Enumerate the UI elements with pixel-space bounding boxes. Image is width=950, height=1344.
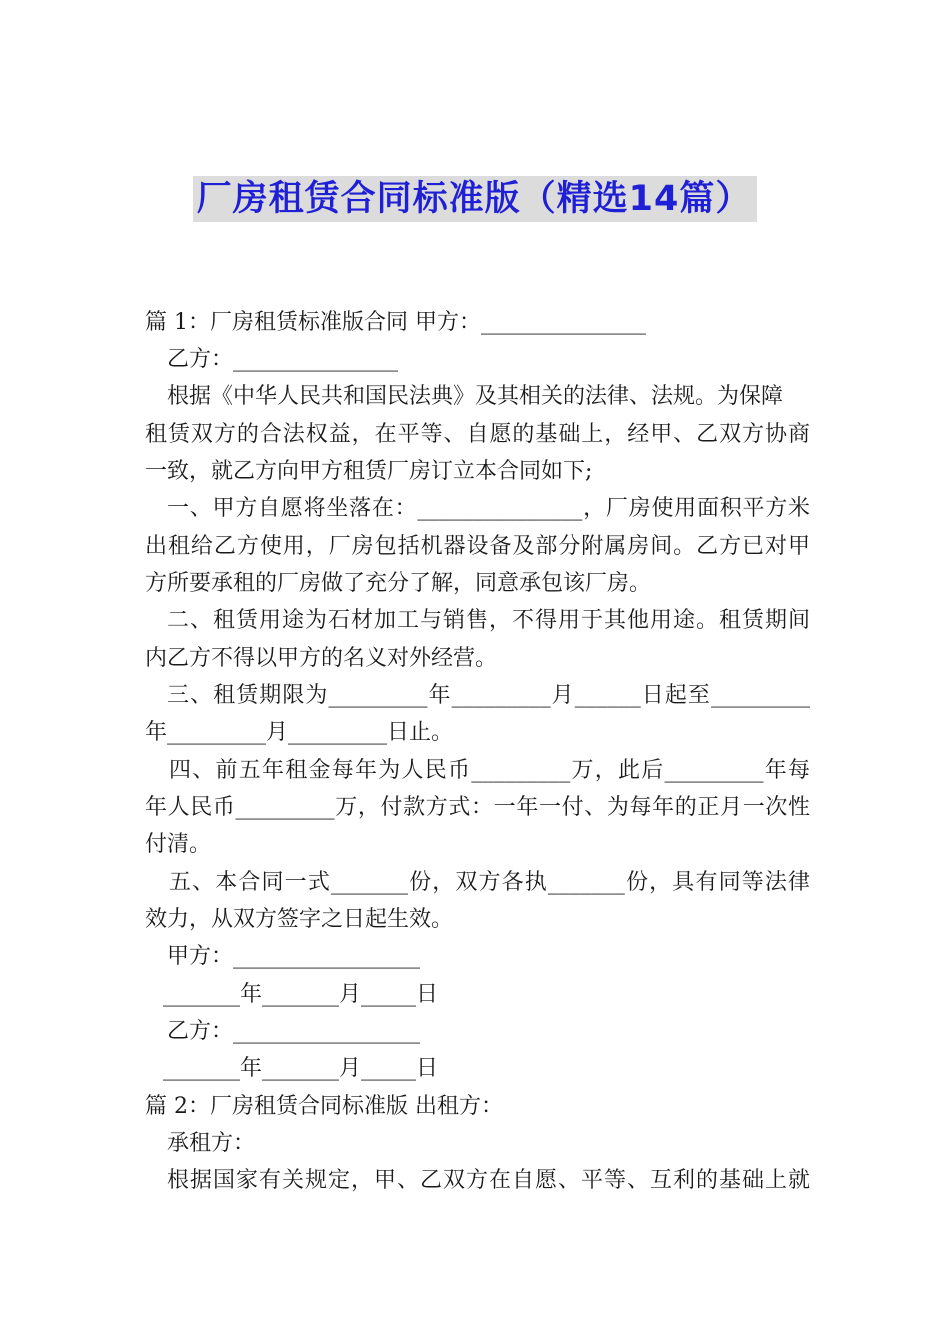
clause-4-line: 付清。	[145, 832, 212, 857]
clause-2-line: 内乙方不得以甲方的名义对外经营。	[145, 646, 498, 671]
clause-3-line: 年_________月_________日止。	[145, 720, 454, 745]
clause-1-line: 一、甲方自愿将坐落在：_______________，厂房使用面积平方米	[167, 496, 810, 521]
section-heading-1: 篇 1：厂房租赁标准版合同 甲方：_______________	[145, 310, 646, 335]
paragraph-line: 根据《中华人民共和国民法典》及其相关的法律、法规。为保障	[167, 384, 784, 409]
clause-2-line: 二、租赁用途为石材加工与销售，不得用于其他用途。租赁期间	[167, 608, 810, 633]
clause-1-line: 方所要承租的厂房做了充分了解，同意承包该厂房。	[145, 571, 652, 596]
signature-date-a: _______年_______月_____日	[163, 982, 439, 1007]
clause-4-line: 四、前五年租金每年为人民币_________万，此后_________年每	[169, 758, 810, 783]
paragraph-line: 租赁双方的合法权益，在平等、自愿的基础上，经甲、乙双方协商	[145, 422, 810, 447]
paragraph-line: 一致，就乙方向甲方租赁厂房订立本合同如下;	[145, 459, 593, 484]
document-title-text: 厂房租赁合同标准版（精选14篇）	[193, 176, 758, 222]
signature-date-b: _______年_______月_____日	[163, 1056, 439, 1081]
clause-5-line: 效力，从双方签字之日起生效。	[145, 907, 454, 932]
signature-party-b: 乙方：_________________	[167, 1019, 421, 1044]
paragraph-line: 根据国家有关规定，甲、乙双方在自愿、平等、互利的基础上就	[167, 1168, 810, 1193]
section-heading-2: 篇 2：厂房租赁合同标准版 出租方：	[145, 1094, 503, 1119]
clause-1-line: 出租给乙方使用，厂房包括机器设备及部分附属房间。乙方已对甲	[145, 534, 810, 559]
signature-party-a: 甲方：_________________	[167, 944, 421, 969]
clause-4-line: 年人民币_________万，付款方式：一年一付、为每年的正月一次性	[145, 795, 810, 820]
clause-3-line: 三、租赁期限为_________年_________月______日起至_________	[167, 683, 810, 708]
party-b-line: 乙方：_______________	[167, 347, 399, 372]
lessee-line: 承租方：	[167, 1131, 256, 1156]
document-title	[0, 176, 950, 222]
clause-5-line: 五、本合同一式_______份，双方各执_______份，具有同等法律	[169, 870, 810, 895]
